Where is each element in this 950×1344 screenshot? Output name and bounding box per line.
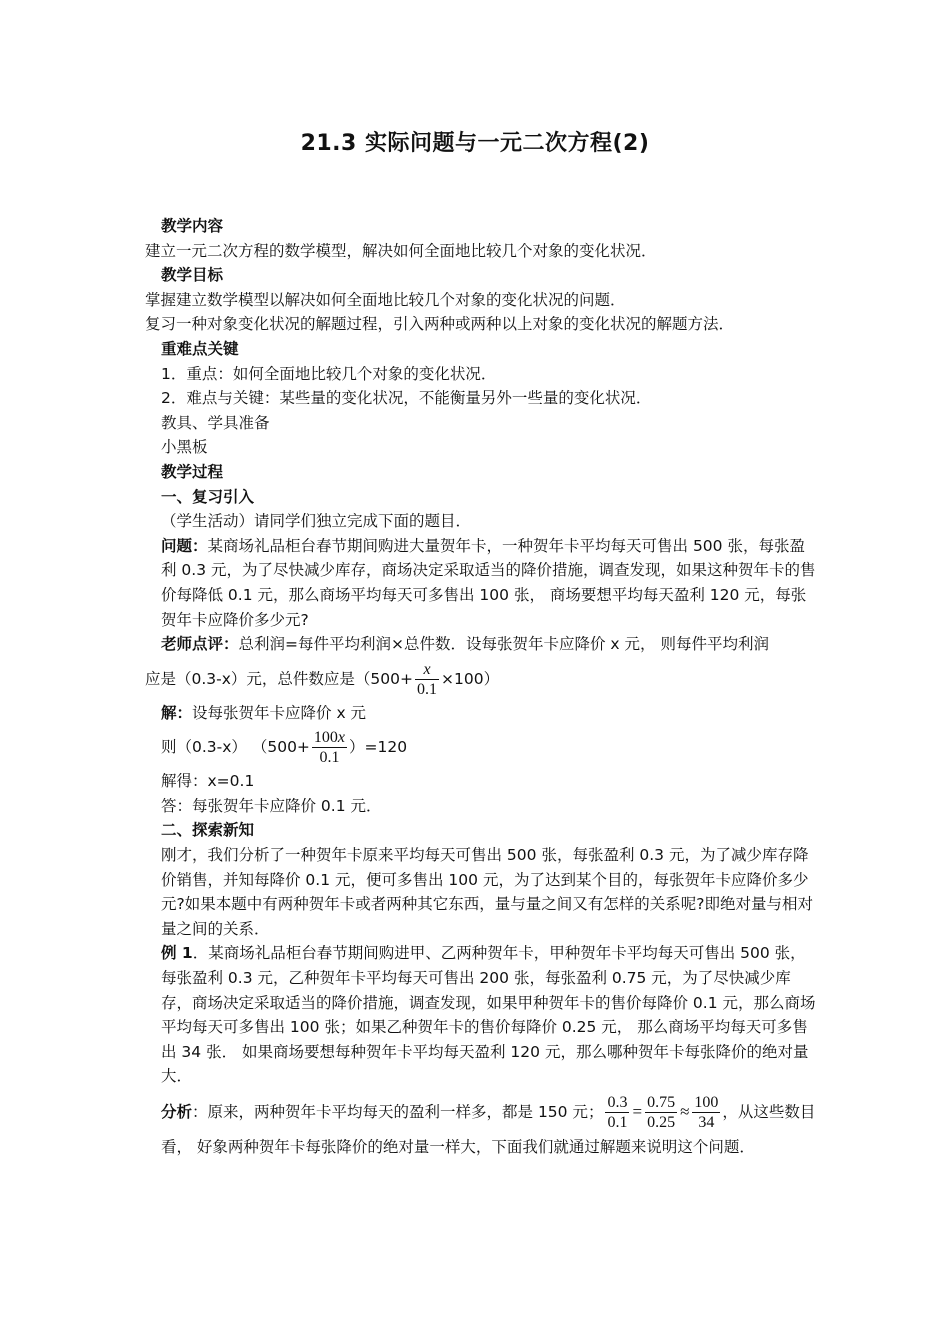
- heading-teaching-content: 教学内容: [161, 217, 224, 235]
- heading-tools: 教具、学具准备: [161, 413, 270, 432]
- fraction-0.75-over-0.25: [645, 1093, 677, 1132]
- comment-label: 老师点评：: [161, 635, 239, 654]
- fraction-0.3-over-0.1: [605, 1093, 629, 1132]
- heading-review: 一、复习引入: [161, 487, 255, 506]
- example-label: 例 1: [161, 944, 193, 963]
- denominator: 34: [698, 1114, 715, 1131]
- numerator: 0.75: [647, 1094, 676, 1111]
- numerator: 100: [694, 1094, 719, 1111]
- numerator: 0.3: [607, 1094, 628, 1111]
- example-paragraph: [145, 941, 817, 1089]
- paragraph: 2．难点与关键：某些量的变化状况，不能衡量另外一些量的变化状况．: [161, 389, 652, 408]
- solution-paragraph: [145, 701, 817, 726]
- fraction-x-over-0.1: [415, 660, 439, 699]
- analysis-paragraph: [145, 1089, 817, 1160]
- paragraph: 掌握建立数学模型以解决如何全面地比较几个对象的变化状况的问题．: [145, 290, 626, 309]
- paragraph: 1．重点：如何全面地比较几个对象的变化状况．: [161, 364, 497, 383]
- denominator: 0.1: [607, 1114, 628, 1131]
- problem-paragraph: [145, 534, 817, 632]
- problem-text: 某商场礼品柜台春节期间购进大量贺年卡，一种贺年卡平均每天可售出 500 张，每张盈利 0.3 元，为了尽快减少库存，商场决定采取适当的降价措施，调查发现，如果这种贺年卡的售价每降低 0.1 元，那么商场平均每天可多售出 100 张， 商场要想平均每天盈利 120 元，每张贺年卡应降价多少元?: [161, 536, 816, 629]
- document-body: [145, 214, 817, 1160]
- problem-label: 问题：: [161, 536, 208, 555]
- denominator: 0.1: [319, 749, 340, 767]
- comment-paragraph: [145, 632, 817, 657]
- text: ×100）: [441, 669, 500, 688]
- comment-formula-line: [145, 657, 817, 701]
- numerator-coefficient: 100: [313, 729, 338, 747]
- numerator: [312, 728, 347, 748]
- analysis-label: 分析: [161, 1103, 193, 1121]
- equals-sign: =: [632, 1102, 643, 1121]
- analysis-text-end: ，从这些数目看， 好象两种贺年卡每张降价的绝对量一样大，下面我们就通过解题来说明这个问题．: [161, 1103, 816, 1156]
- heading-key-points: 重难点关键: [161, 339, 239, 358]
- equation-line: [145, 725, 817, 769]
- paragraph: 刚才，我们分析了一种贺年卡原来平均每天可售出 500 张，每张盈利 0.3 元，为了减少库存降价销售，并知每降价 0.1 元，便可多售出 100 元，为了达到某个目的，每张贺年卡应降价多少元?如果本题中有两种贺年卡或者两种其它东西，量与量之间又有怎样的关系呢?即绝对量与相对量之间的关系．: [161, 846, 813, 938]
- paragraph: 建立一元二次方程的数学模型，解决如何全面地比较几个对象的变化状况．: [145, 241, 657, 260]
- text: ）=120: [349, 738, 408, 757]
- heading-teaching-goal: 教学目标: [161, 266, 224, 285]
- text: 应是（0.3-x）元，总件数应是（500+: [145, 669, 413, 688]
- denominator: 0.25: [647, 1114, 676, 1131]
- paragraph: 复习一种对象变化状况的解题过程，引入两种或两种以上对象的变化状况的解题方法．: [145, 315, 735, 334]
- heading-explore: 二、探索新知: [161, 821, 255, 840]
- paragraph: （学生活动）请同学们独立完成下面的题目．: [161, 512, 472, 531]
- approx-sign: ≈: [680, 1102, 690, 1121]
- fraction-100-over-34: [692, 1093, 720, 1132]
- denominator: 0.1: [417, 680, 437, 698]
- numerator: x: [415, 660, 439, 680]
- numerator-variable: x: [337, 729, 346, 747]
- page-title: 21.3 实际问题与一元二次方程(2): [300, 131, 650, 156]
- solution-text: 设每张贺年卡应降价 x 元: [192, 703, 367, 722]
- result-line: 解得：x=0.1: [161, 772, 255, 791]
- heading-teaching-process: 教学过程: [161, 462, 224, 481]
- text: 则（0.3-x） （500+: [161, 738, 310, 757]
- paragraph: 小黑板: [161, 438, 208, 457]
- fraction-100x-over-0.1: [312, 728, 347, 767]
- analysis-text: ：原来，两种贺年卡平均每天的盈利一样多，都是 150 元；: [192, 1103, 604, 1121]
- solution-label: 解：: [161, 703, 193, 722]
- comment-text: 总利润=每件平均利润×总件数．设每张贺年卡应降价 x 元， 则每件平均利润: [238, 635, 769, 654]
- example-text: ．某商场礼品柜台春节期间购进甲、乙两种贺年卡，甲种贺年卡平均每天可售出 500 张，每张盈利 0.3 元，乙种贺年卡平均每天可售出 200 张，每张盈利 0.75 元，为了尽快减少库存，商场决定采取适当的降价措施，调查发现，如果甲种贺年卡的售价每降价 0.1 元，那么商场平均每天可多售出 100 张；如果乙种贺年卡的售价每降价 0.25 元， 那么商场平均每天可多售出 34 张． 如果商场要想每种贺年卡平均每天盈利 120 元，那么哪种贺年卡每张降价的绝对量大．: [161, 944, 816, 1086]
- answer-line: 答：每张贺年卡应降价 0.1 元．: [161, 796, 382, 815]
